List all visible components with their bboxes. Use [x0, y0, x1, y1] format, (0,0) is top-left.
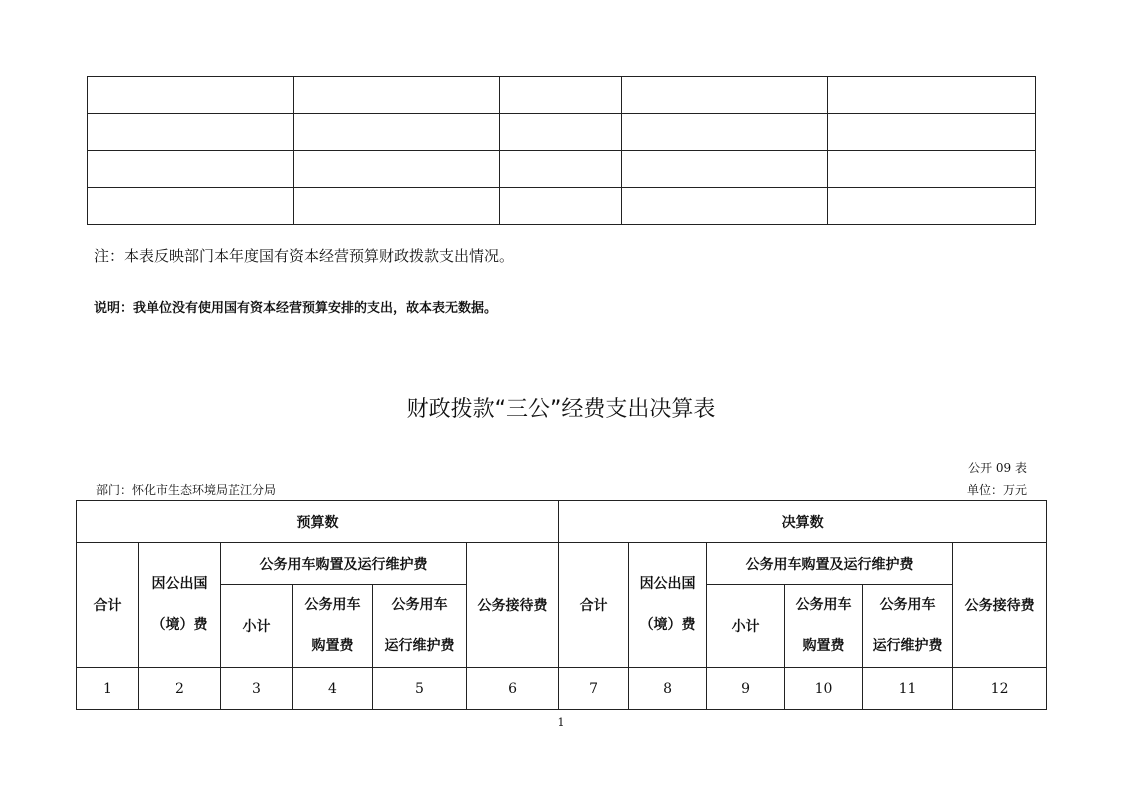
table-header-row [77, 501, 1047, 543]
column-number: 8 [629, 668, 707, 710]
table-row [88, 77, 1036, 114]
column-number: 3 [221, 668, 293, 710]
column-number: 6 [467, 668, 559, 710]
budget-subtotal-header: 小计 [221, 585, 293, 668]
final-vehicle-purchase-header [785, 585, 863, 668]
column-number: 11 [863, 668, 953, 710]
header-line: 运行维护费 [384, 638, 455, 654]
final-vehicle-group-header: 公务用车购置及运行维护费 [707, 543, 953, 585]
table-cell [828, 188, 1036, 225]
table-cell [500, 114, 622, 151]
header-line: 运行维护费 [872, 638, 943, 654]
header-line: （境）费 [151, 617, 208, 633]
table-cell [622, 77, 828, 114]
table-row [88, 188, 1036, 225]
three-public-expenses-table [76, 500, 1047, 710]
column-number: 7 [559, 668, 629, 710]
table-note: 注：本表反映部门本年度国有资本经营预算财政拨款支出情况。 [94, 247, 515, 265]
table-cell [294, 151, 500, 188]
page-number: 1 [557, 716, 565, 729]
budget-reception-header: 公务接待费 [467, 543, 559, 668]
table-cell [828, 77, 1036, 114]
header-line: 购置费 [311, 638, 354, 654]
final-header: 决算数 [559, 501, 1047, 543]
header-line: 公务用车 [391, 597, 448, 613]
budget-vehicle-operation-header [373, 585, 467, 668]
department-label: 部门：怀化市生态环境局芷江分局 [96, 483, 277, 497]
budget-abroad-header [139, 543, 221, 668]
table-cell [88, 151, 294, 188]
table-cell [622, 151, 828, 188]
column-number-row [77, 668, 1047, 710]
explanation-text: 说明：我单位没有使用国有资本经营预算安排的支出，故本表无数据。 [94, 301, 498, 316]
table-row [88, 151, 1036, 188]
table-cell [88, 77, 294, 114]
table-cell [500, 188, 622, 225]
header-line: 因公出国 [151, 576, 208, 592]
header-line: 因公出国 [639, 576, 696, 592]
table-cell [294, 114, 500, 151]
header-line: 公务用车 [795, 597, 852, 613]
table-cell [828, 114, 1036, 151]
table-row [88, 114, 1036, 151]
header-line: 公务用车 [879, 597, 936, 613]
form-code: 公开 09 表 [968, 461, 1027, 475]
budget-total-header: 合计 [77, 543, 139, 668]
header-line: 公务用车 [304, 597, 361, 613]
table-cell [828, 151, 1036, 188]
table-cell [294, 77, 500, 114]
table-cell [88, 188, 294, 225]
budget-vehicle-group-header: 公务用车购置及运行维护费 [221, 543, 467, 585]
column-number: 10 [785, 668, 863, 710]
table-header-row [77, 543, 1047, 585]
table-cell [622, 114, 828, 151]
final-total-header: 合计 [559, 543, 629, 668]
column-number: 2 [139, 668, 221, 710]
column-number: 9 [707, 668, 785, 710]
header-line: （境）费 [639, 617, 696, 633]
budget-vehicle-purchase-header [293, 585, 373, 668]
header-line: 购置费 [802, 638, 845, 654]
unit-label: 单位：万元 [966, 483, 1027, 497]
final-abroad-header [629, 543, 707, 668]
page-title: 财政拨款“三公”经费支出决算表 [406, 397, 716, 422]
column-number: 4 [293, 668, 373, 710]
final-reception-header: 公务接待费 [953, 543, 1047, 668]
final-subtotal-header: 小计 [707, 585, 785, 668]
final-vehicle-operation-header [863, 585, 953, 668]
column-number: 12 [953, 668, 1047, 710]
budget-header: 预算数 [77, 501, 559, 543]
table-cell [294, 188, 500, 225]
previous-table-empty [87, 76, 1036, 225]
table-cell [500, 77, 622, 114]
column-number: 5 [373, 668, 467, 710]
table-cell [622, 188, 828, 225]
column-number: 1 [77, 668, 139, 710]
table-cell [88, 114, 294, 151]
table-cell [500, 151, 622, 188]
